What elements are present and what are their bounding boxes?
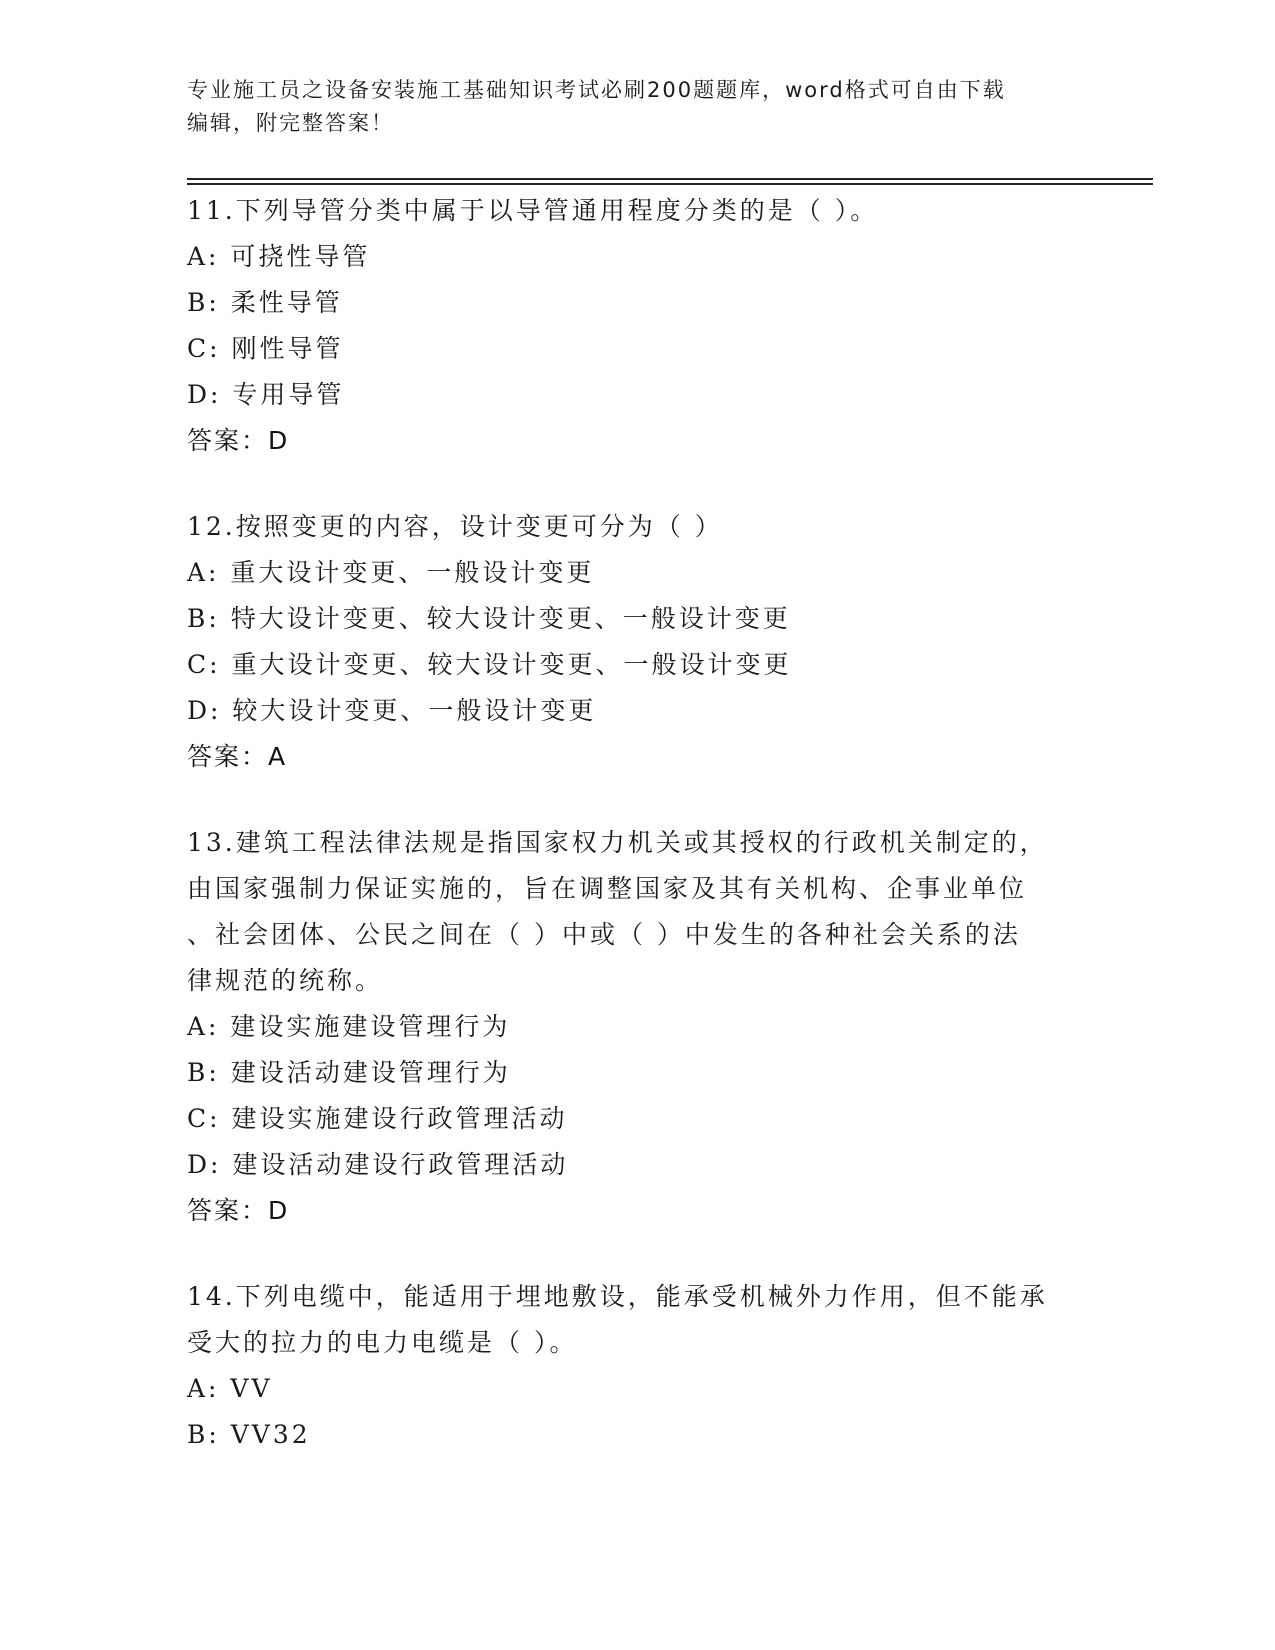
answer-line: 答案：D: [187, 1196, 290, 1225]
header-title-line-2: 编辑，附完整答案！: [187, 111, 394, 135]
answer-line: 答案：D: [187, 426, 290, 455]
option-c: C: 重大设计变更、较大设计变更、一般设计变更: [187, 650, 792, 679]
option-c: C: 刚性导管: [187, 334, 344, 363]
question-stem: 12.按照变更的内容，设计变更可分为（ ）: [187, 512, 723, 541]
question-13: [187, 820, 1087, 1234]
question-12: [187, 504, 1087, 780]
option-a: A: 可挠性导管: [187, 242, 371, 271]
question-stem: 11.下列导管分类中属于以导管通用程度分类的是（ ）。: [187, 196, 879, 225]
question-stem-line-1: 13.建筑工程法律法规是指国家权力机关或其授权的行政机关制定的，: [187, 828, 1048, 857]
option-b: B: 建设活动建设管理行为: [187, 1058, 511, 1087]
question-14: [187, 1274, 1087, 1458]
question-list: [187, 188, 1087, 1498]
question-stem-line-1: 14.下列电缆中，能适用于埋地敷设，能承受机械外力作用，但不能承: [187, 1282, 1048, 1311]
option-a: A: 建设实施建设管理行为: [187, 1012, 511, 1041]
option-b: B: 柔性导管: [187, 288, 343, 317]
option-a: A: VV: [187, 1374, 273, 1403]
question-stem-line-3: 、社会团体、公民之间在（ ）中或（ ）中发生的各种社会关系的法: [187, 920, 1021, 949]
header-divider-top: [187, 178, 1153, 180]
option-d: D: 较大设计变更、一般设计变更: [187, 696, 597, 725]
option-d: D: 专用导管: [187, 380, 345, 409]
option-c: C: 建设实施建设行政管理活动: [187, 1104, 568, 1133]
option-a: A: 重大设计变更、一般设计变更: [187, 558, 595, 587]
question-stem-line-2: 受大的拉力的电力电缆是（ ）。: [187, 1328, 578, 1357]
document-header: [187, 74, 1067, 140]
question-11: [187, 188, 1087, 464]
option-d: D: 建设活动建设行政管理活动: [187, 1150, 569, 1179]
answer-line: 答案：A: [187, 742, 288, 771]
question-stem-line-2: 由国家强制力保证实施的，旨在调整国家及其有关机构、企事业单位: [187, 874, 1028, 903]
option-b: B: 特大设计变更、较大设计变更、一般设计变更: [187, 604, 791, 633]
option-b: B: VV32: [187, 1420, 311, 1449]
question-stem-line-4: 律规范的统称。: [187, 966, 384, 995]
header-divider-bottom: [187, 183, 1153, 185]
header-title-line-1: 专业施工员之设备安装施工基础知识考试必刷200题题库，word格式可自由下载: [187, 78, 1006, 102]
